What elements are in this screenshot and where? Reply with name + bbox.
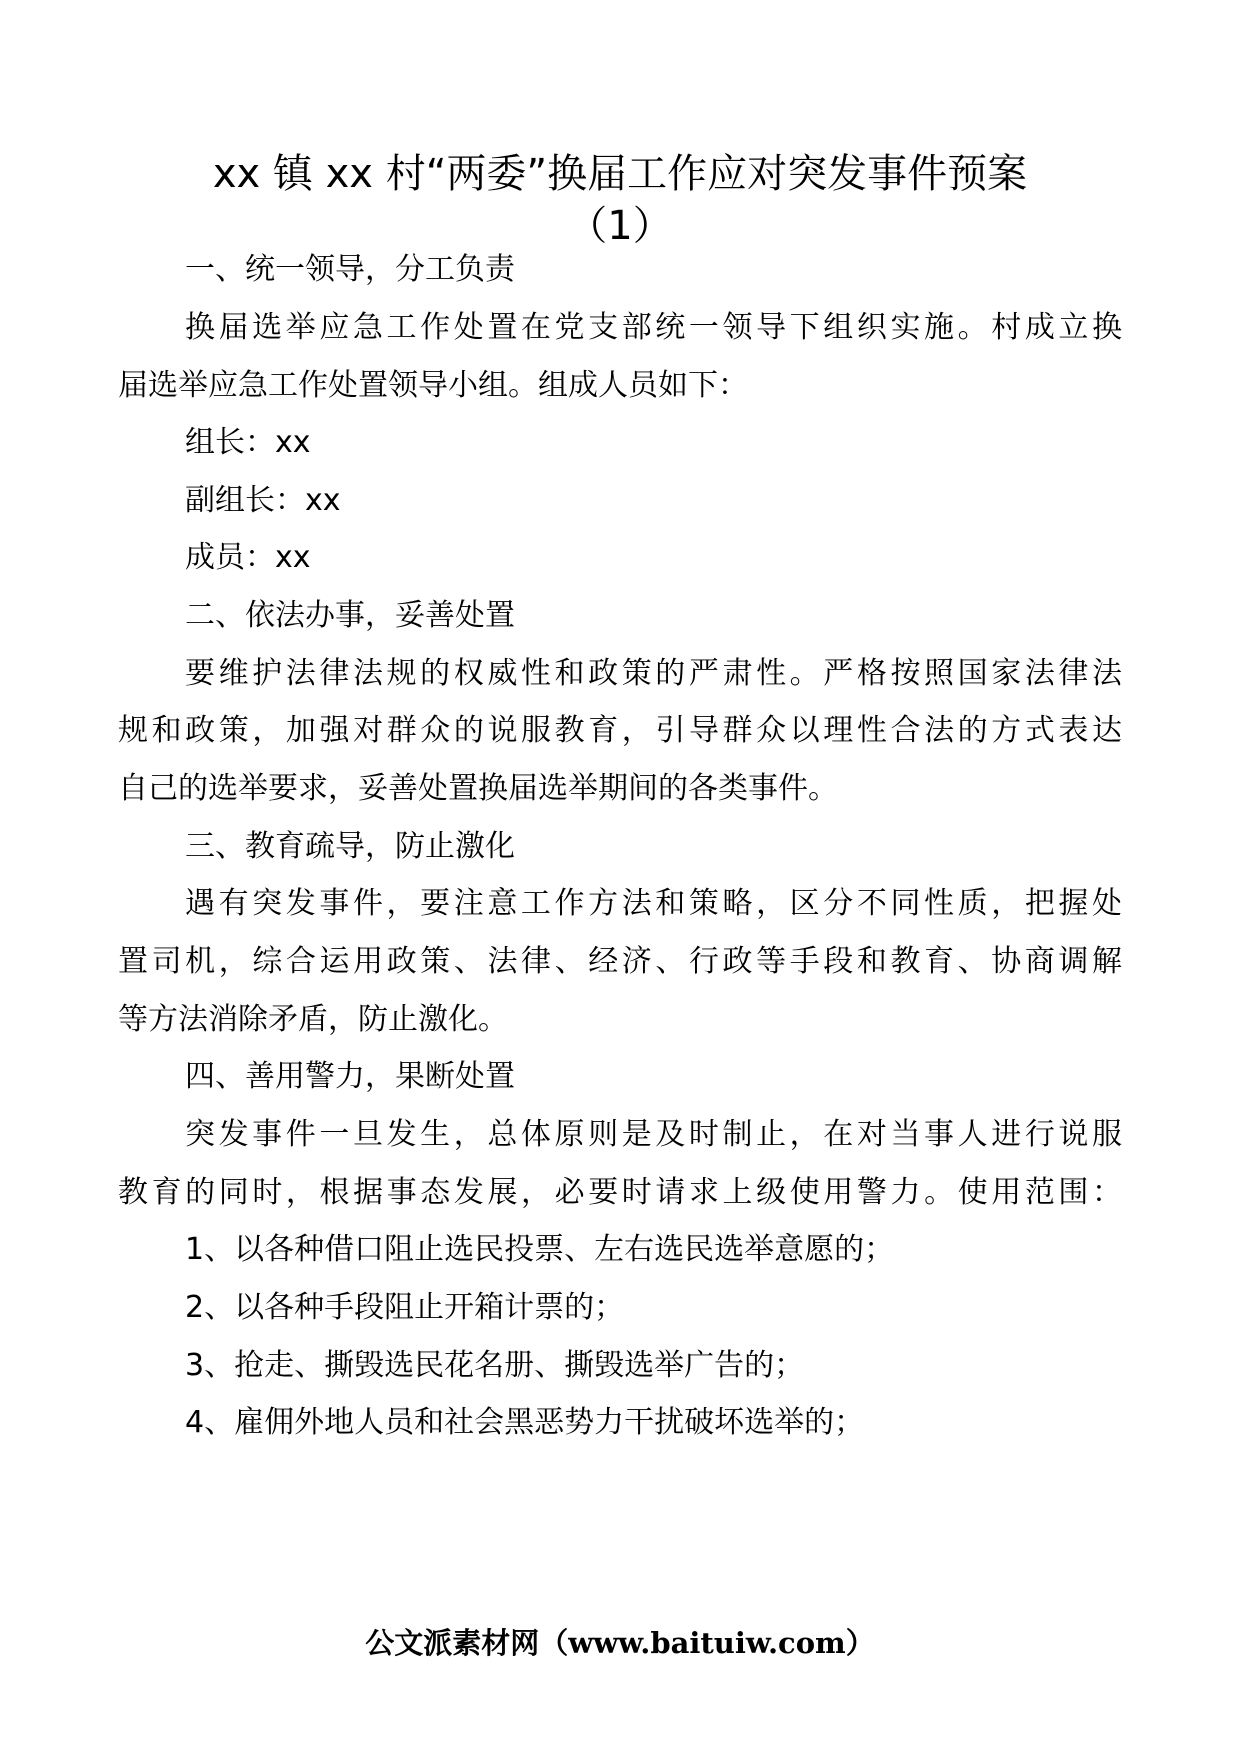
paragraph-line: 换届选举应急工作处置在党支部统一领导下组织实施。村成立换 — [185, 310, 1122, 345]
deputy-leader-line: 副组长：xx — [185, 483, 341, 518]
paragraph-line: 等方法消除矛盾，防止激化。 — [118, 1002, 508, 1037]
paragraph-line: 突发事件一旦发生，总体原则是及时制止，在对当事人进行说服 — [185, 1117, 1122, 1152]
document-title: xx 镇 xx 村“两委”换届工作应对突发事件预案 — [212, 151, 1028, 197]
members-line: 成员：xx — [185, 540, 311, 575]
list-item: 2、以各种手段阻止开箱计票的； — [185, 1290, 625, 1325]
paragraph-line: 教育的同时，根据事态发展，必要时请求上级使用警力。使用范围： — [118, 1175, 1122, 1210]
paragraph-line: 规和政策，加强对群众的说服教育，引导群众以理性合法的方式表达 — [118, 713, 1122, 748]
list-item: 3、抢走、撕毁选民花名册、撕毁选举广告的； — [185, 1348, 805, 1383]
paragraph-line: 要维护法律法规的权威性和政策的严肃性。严格按照国家法律法 — [185, 656, 1122, 691]
section-heading-4: 四、善用警力，果断处置 — [185, 1059, 515, 1094]
section-heading-2: 二、依法办事，妥善处置 — [185, 598, 515, 633]
document-title-number: （1） — [567, 203, 673, 249]
section-heading-3: 三、教育疏导，防止激化 — [185, 829, 515, 864]
paragraph-line: 遇有突发事件，要注意工作方法和策略，区分不同性质，把握处 — [185, 886, 1122, 921]
section-heading-1: 一、统一领导，分工负责 — [185, 252, 515, 287]
paragraph-line: 置司机，综合运用政策、法律、经济、行政等手段和教育、协商调解 — [118, 944, 1122, 979]
list-item: 4、雇佣外地人员和社会黑恶势力干扰破坏选举的； — [185, 1405, 865, 1440]
footer-watermark: 公文派素材网（www.baituiw.com） — [365, 1626, 875, 1660]
group-leader-line: 组长：xx — [185, 425, 311, 460]
paragraph-line: 自己的选举要求，妥善处置换届选举期间的各类事件。 — [118, 771, 838, 806]
list-item: 1、以各种借口阻止选民投票、左右选民选举意愿的； — [185, 1232, 895, 1267]
paragraph-line: 届选举应急工作处置领导小组。组成人员如下： — [118, 368, 748, 403]
